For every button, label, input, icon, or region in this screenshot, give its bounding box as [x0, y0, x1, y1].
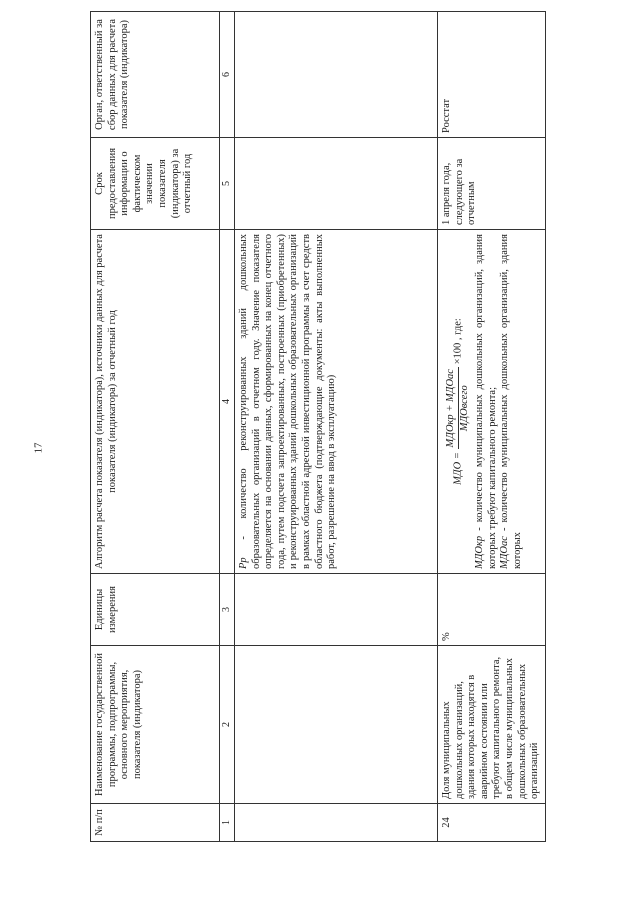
formula-lhs: МДО =	[452, 452, 464, 485]
definition-item	[499, 234, 524, 569]
row-unit-cell	[235, 574, 438, 646]
formula-denominator: МДОвсего	[458, 385, 470, 432]
formula-tail: ×100 , где:	[452, 318, 464, 365]
definition-item	[474, 234, 499, 569]
definition-symbol: МДОкр	[474, 535, 486, 569]
table-row	[235, 12, 438, 842]
formula	[445, 234, 471, 569]
header-row	[91, 12, 220, 842]
column-number: 6	[220, 12, 235, 138]
row-deadline-cell: 1 апреля года, следующего за отчетным	[438, 138, 546, 230]
row-name-cell: Доля муниципальных дошкольных организаций, здания которых находятся в аварийном состоянии или требуют капитального ремонта, в общем числе муниципальных дошкольных образовательных организаций	[438, 646, 546, 804]
column-numbers-row	[220, 12, 235, 842]
column-number: 2	[220, 646, 235, 804]
header-name: Наименование государственной программы, подпрограммы, основного мероприятия, показателя (индикатора)	[91, 646, 220, 804]
definition-text: - количество муниципальных дошкольных организаций, здания которых	[499, 234, 523, 569]
header-algorithm: Алгоритм расчета показателя (индикатора), источники данных для расчета показателя (индикатора) за отчетный год	[91, 230, 220, 574]
header-unit: Единицы измерения	[91, 574, 220, 646]
header-num: № п/п	[91, 804, 220, 842]
rotated-table-container	[90, 12, 541, 842]
table-row	[438, 12, 546, 842]
row-unit-cell: %	[438, 574, 546, 646]
definition-text: - количество муниципальных дошкольных организаций, здания которых требуют капитального ремонта;	[474, 234, 498, 569]
indicator-table	[90, 11, 546, 842]
column-number: 3	[220, 574, 235, 646]
row-name-cell	[235, 646, 438, 804]
header-deadline: Срок предоставления информации о фактическом значении показателя (индикатора) за отчетный год	[91, 138, 220, 230]
row-num-cell: 24	[438, 804, 546, 842]
formula-numerator: МДОкр + МДОас	[445, 367, 459, 449]
algo-symbol: Pp	[238, 557, 249, 569]
formula-fraction	[445, 367, 471, 449]
page-number: 17	[32, 442, 45, 454]
algo-text: - количество реконструированных зданий дошкольных образовательных организаций в отчетном году. Значение показателя определяется на основании данных, сформированных на конец отчетного года, путем подсчета запроектированных, построенных (приобретенных) и реконструированных зданий дошкольных образовательных организаций в рамках областной адресной инвестиционной программы за счет средств областного бюджета (подтверждающие документы: акты выполненных работ, разрешение на ввод в эксплуатацию)	[238, 234, 338, 569]
column-number: 1	[220, 804, 235, 842]
definition-symbol: МДОас	[499, 536, 511, 569]
column-number: 4	[220, 230, 235, 574]
row-organ-cell	[235, 12, 438, 138]
column-number: 5	[220, 138, 235, 230]
row-algorithm-cell	[438, 230, 546, 574]
header-organ: Орган, ответственный за сбор данных для расчета показателя (индикатора)	[91, 12, 220, 138]
row-organ-cell: Росстат	[438, 12, 546, 138]
row-deadline-cell	[235, 138, 438, 230]
row-algorithm-cell	[235, 230, 438, 574]
row-num-cell	[235, 804, 438, 842]
